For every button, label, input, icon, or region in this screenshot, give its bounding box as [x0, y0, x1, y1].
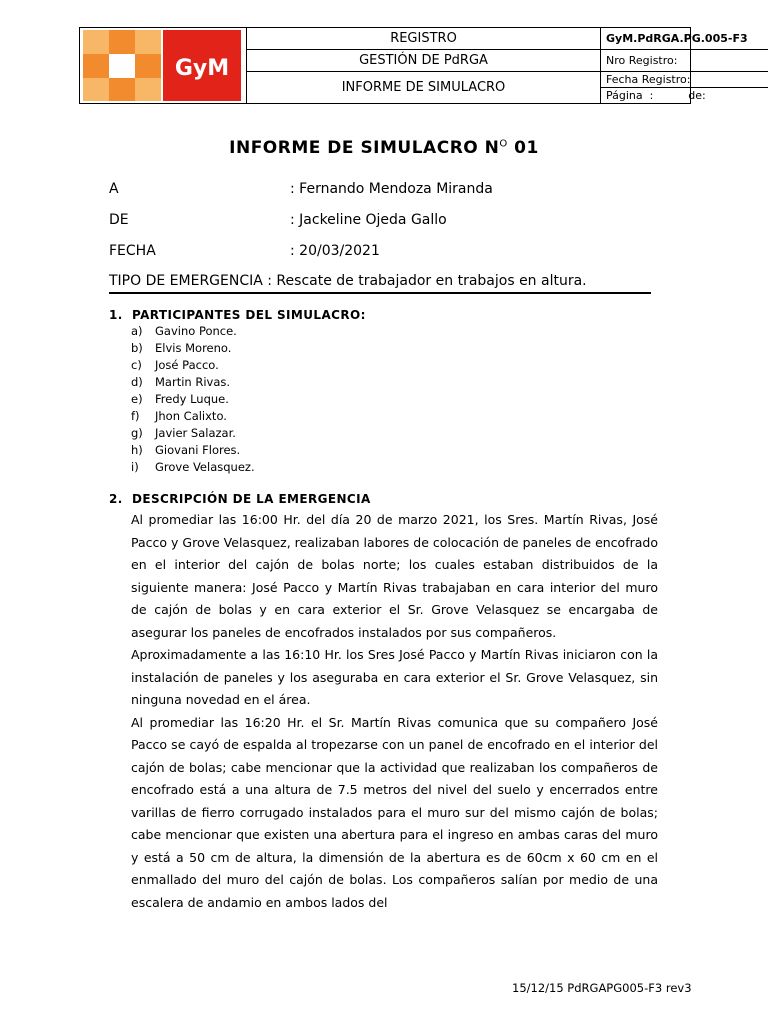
section-1-number: 1.	[109, 308, 123, 322]
logo-cell	[80, 28, 247, 103]
participant-name: Grove Velasquez.	[155, 460, 255, 474]
field-a-value: : Fernando Mendoza Miranda	[290, 181, 493, 197]
participant-name: Jhon Calixto.	[155, 409, 227, 423]
title-number: 01	[507, 138, 539, 158]
list-item	[131, 459, 255, 476]
participant-name: Giovani Flores.	[155, 443, 241, 457]
field-de-label: DE	[109, 212, 129, 228]
pagina: Página : de:	[606, 89, 706, 102]
participants-list	[131, 323, 255, 476]
list-marker: b)	[131, 341, 143, 355]
list-marker: a)	[131, 324, 143, 338]
gym-logo	[83, 30, 241, 101]
participant-name: Fredy Luque.	[155, 392, 229, 406]
field-tipo-label: TIPO DE EMERGENCIA :	[109, 273, 272, 289]
list-marker: f)	[131, 409, 140, 423]
list-item	[131, 391, 255, 408]
section-2-heading	[109, 492, 371, 506]
header-middle	[247, 28, 600, 103]
header-informe: INFORME DE SIMULACRO	[341, 80, 506, 95]
document-header	[79, 27, 748, 104]
list-marker: e)	[131, 392, 143, 406]
header-registro: REGISTRO	[247, 28, 600, 50]
list-item	[131, 357, 255, 374]
field-a-label: A	[109, 181, 119, 197]
paragraph: Al promediar las 16:20 Hr. el Sr. Martín Rivas comunica que su compañero José Pacco se cayó de espalda al tropezarse con un panel de encofrado en el interior del cajón de bolas; cabe mencionar que la actividad que realizaban los compañeros de encofrado está a una altura de 7.5 metros del nivel del suelo y encerrados entre varillas de fierro corrugado instalados para el muro sur del mismo cajón de bolas; cabe mencionar que existen una abertura para el ingreso en ambas caras del muro y está a 50 cm de altura, la dimensión de la abertura es de 60cm x 60 cm en el enmallado del muro del cajón de bolas. Los compañeros salían por medio de una escalera de andamio en ambos lados del	[131, 714, 658, 910]
field-fecha-value: : 20/03/2021	[290, 243, 380, 259]
participant-name: José Pacco.	[155, 358, 219, 372]
divider	[109, 292, 651, 294]
fecha-registro: Fecha Registro:	[601, 72, 768, 88]
list-marker: h)	[131, 443, 143, 457]
logo-text: GyM	[174, 56, 230, 81]
list-item	[131, 408, 255, 425]
page-title	[0, 138, 768, 158]
list-item	[131, 340, 255, 357]
participant-name: Martin Rivas.	[155, 375, 231, 389]
field-fecha-label: FECHA	[109, 243, 156, 259]
title-text: INFORME DE SIMULACRO N	[229, 138, 500, 158]
list-marker: c)	[131, 358, 142, 372]
section-2-body	[131, 509, 658, 914]
nro-registro: Nro Registro:	[601, 50, 768, 72]
list-marker: g)	[131, 426, 143, 440]
list-item	[131, 323, 255, 340]
footer-code: 15/12/15 PdRGAPG005-F3 rev3	[512, 981, 692, 995]
list-item	[131, 374, 255, 391]
title-sup: O	[499, 138, 508, 150]
field-de-value: : Jackeline Ojeda Gallo	[290, 212, 447, 228]
list-marker: d)	[131, 375, 143, 389]
list-item	[131, 442, 255, 459]
header-gestion: GESTIÓN DE PdRGA	[247, 50, 600, 72]
list-marker: i)	[131, 460, 139, 474]
document-code: GyM.PdRGA.PG.005-F3	[601, 28, 768, 50]
list-item	[131, 425, 255, 442]
paragraph: Aproximadamente a las 16:10 Hr. los Sres José Pacco y Martín Rivas iniciaron con la instalación de paneles y los aseguraba en cara exterior el Sr. Grove Velasquez, sin ninguna novedad en el área.	[131, 647, 658, 707]
field-tipo	[109, 273, 587, 289]
participant-name: Elvis Moreno.	[155, 341, 232, 355]
field-tipo-value: Rescate de trabajador en trabajos en altura.	[271, 273, 587, 289]
participant-name: Gavino Ponce.	[155, 324, 237, 338]
paragraph: Al promediar las 16:00 Hr. del día 20 de marzo 2021, los Sres. Martín Rivas, José Pacco y Grove Velasquez, realizaban labores de colocación de paneles de encofrado en el interior del cajón de bolas norte; los cuales estaban distribuidos de la siguiente manera: José Pacco y Martín Rivas trabajaban en cara interior del muro de cajón de bolas y en cara exterior el Sr. Grove Velasquez se encargaba de asegurar los paneles de encofrados instalados por sus compañeros.	[131, 512, 658, 640]
participant-name: Javier Salazar.	[155, 426, 236, 440]
section-2-title: DESCRIPCIÓN DE LA EMERGENCIA	[132, 492, 371, 506]
section-1-heading	[109, 308, 366, 322]
section-2-number: 2.	[109, 492, 123, 506]
section-1-title: PARTICIPANTES DEL SIMULACRO:	[132, 308, 366, 322]
header-right	[600, 28, 768, 103]
